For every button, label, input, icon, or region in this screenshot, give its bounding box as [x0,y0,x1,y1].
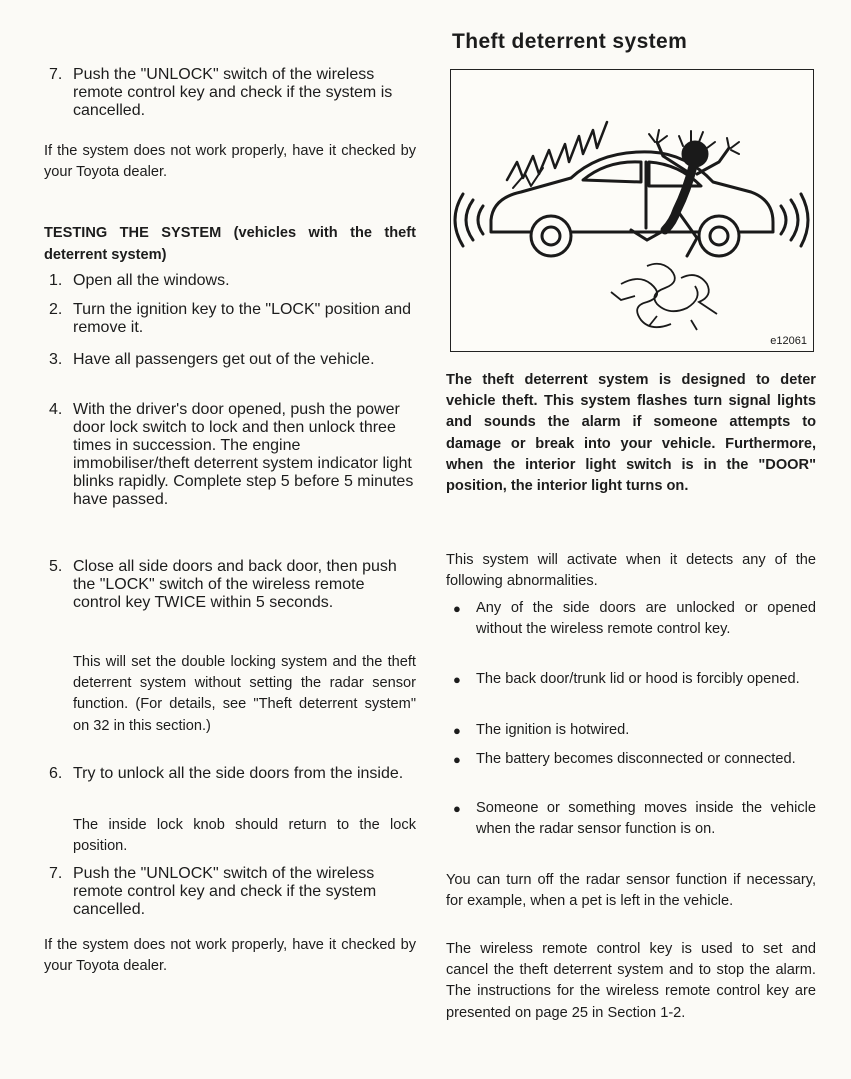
step-3 [44,351,416,369]
dealer-note-top: If the system does not work properly, have it checked by your Toyota dealer. [44,143,416,181]
step-text: Try to unlock all the side doors from the inside. [73,765,404,782]
bullet-icon: ● [453,801,461,816]
step-2 [44,301,416,337]
bullet-item [446,749,816,770]
step-text: Push the "UNLOCK" switch of the wireless remote control key and check if the system is cancelled. [73,66,393,119]
step-number: 4. [49,401,63,418]
step-7-top [44,66,416,120]
step-6 [44,765,416,783]
bullet-item [446,798,816,840]
bullet-text: The ignition is hotwired. [476,722,630,738]
bullet-text: The battery becomes disconnected or connected. [476,751,796,767]
step-7 [44,865,416,919]
step-text: Close all side doors and back door, then push the "LOCK" switch of the wireless remote control key TWICE within 5 seconds. [73,558,397,611]
step-6-detail: The inside lock knob should return to the lock position. [73,817,416,855]
radar-off-paragraph: You can turn off the radar sensor function if necessary, for example, when a pet is left in the vehicle. [446,872,816,910]
bullet-icon: ● [453,601,461,616]
step-number: 2. [49,301,63,318]
step-4 [44,401,416,509]
step-number: 5. [49,558,63,575]
section-heading: TESTING THE SYSTEM (vehicles with the theft deterrent system) [44,225,416,263]
step-5 [44,558,416,612]
step-number: 6. [49,765,63,782]
car-alarm-drawing [451,70,815,353]
step-number: 7. [49,66,63,83]
bullet-icon: ● [453,723,461,738]
bullet-text: Any of the side doors are unlocked or opened without the wireless remote control key. [476,600,816,638]
bullet-text: Someone or something moves inside the vehicle when the radar sensor function is on. [476,800,816,838]
bullet-icon: ● [453,752,461,767]
bullet-item [446,720,816,741]
remote-key-paragraph: The wireless remote control key is used to set and cancel the theft deterrent system and to stop the alarm. The instructions for the wireless remote control key are presented on page 25 in Section 1-2. [446,941,816,1021]
bullet-item [446,598,816,640]
bullet-item [446,669,816,690]
step-text: Open all the windows. [73,272,230,289]
step-1 [44,272,416,290]
step-text: Push the "UNLOCK" switch of the wireless remote control key and check if the system cancelled. [73,865,377,918]
theft-alarm-illustration [450,69,814,352]
activation-paragraph: This system will activate when it detects any of the following abnormalities. [446,552,816,590]
step-text: Have all passengers get out of the vehicle. [73,351,375,368]
step-number: 7. [49,865,63,882]
step-number: 1. [49,272,63,289]
step-text: Turn the ignition key to the "LOCK" position and remove it. [73,301,412,336]
intro-paragraph: The theft deterrent system is designed to deter vehicle theft. This system flashes turn signal lights and sounds the alarm if someone attempts to damage or break into your vehicle. Furthermore, when the interior light switch is in the "DOOR" position, the interior light turns on. [446,372,816,495]
bullet-text: The back door/trunk lid or hood is forcibly opened. [476,671,800,687]
dealer-note-bottom: If the system does not work properly, have it checked by your Toyota dealer. [44,937,416,975]
step-number: 3. [49,351,63,368]
page-title: Theft deterrent system [452,30,688,53]
figure-code: e12061 [770,335,807,347]
bullet-icon: ● [453,672,461,687]
step-text: With the driver's door opened, push the power door lock switch to lock and then unlock three times in succession. The engine immobiliser/theft deterrent system indicator light blinks rapidly. Complete step 5 before 5 minutes have passed. [73,401,414,508]
step-5-detail: This will set the double locking system and the theft deterrent system without setting the radar sensor function. (For details, see "Theft deterrent system" on 32 in this section.) [73,654,416,734]
